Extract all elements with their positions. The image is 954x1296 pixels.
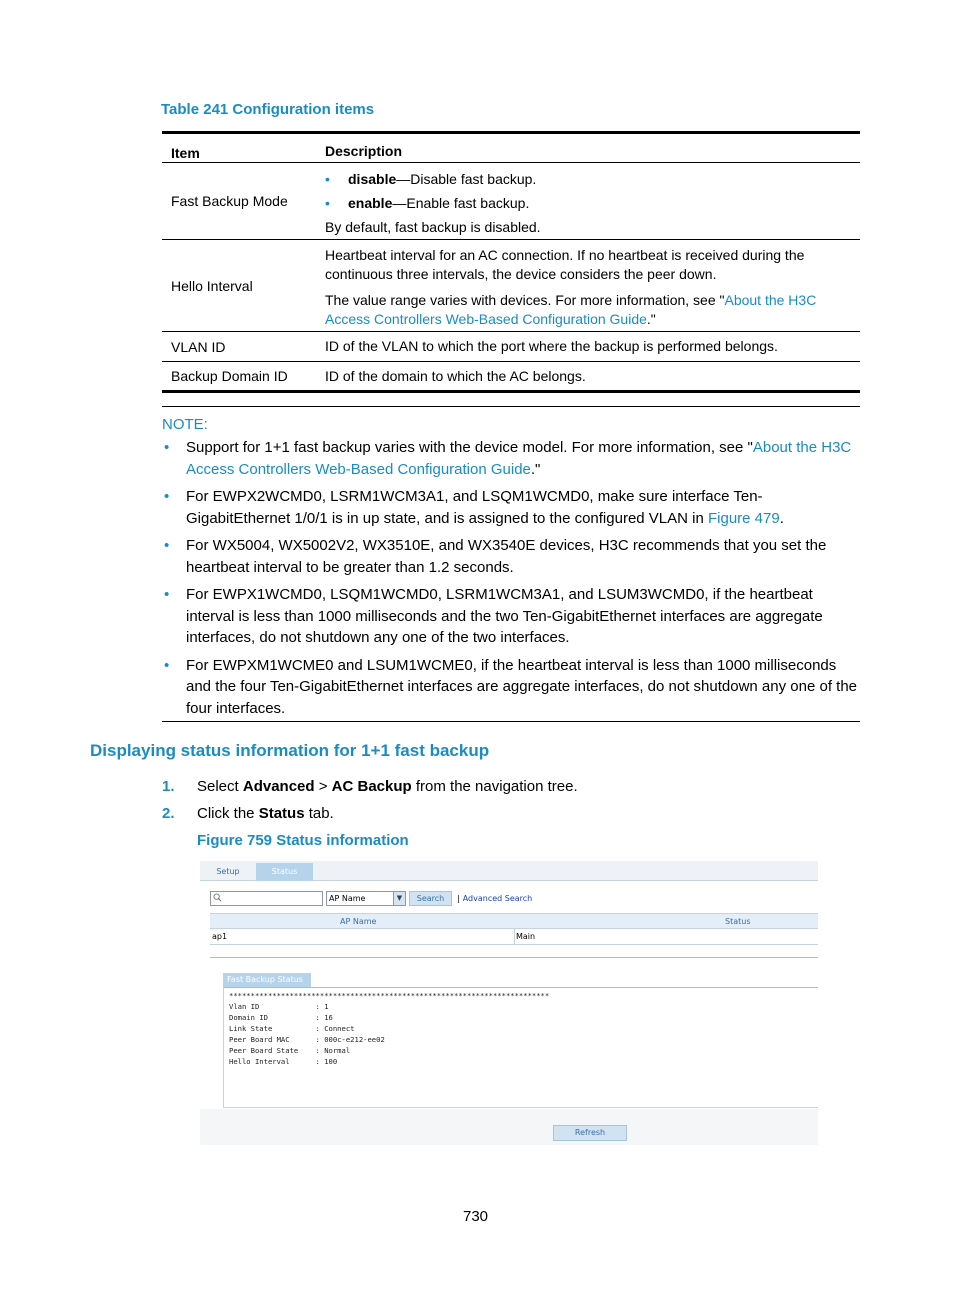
option-disable: disable xyxy=(348,170,397,187)
output-line: Domain ID : 16 xyxy=(229,1013,333,1022)
bullet-icon: • xyxy=(325,194,330,211)
status-tab-ref: Status xyxy=(258,805,305,822)
step-2-end: tab. xyxy=(304,805,334,822)
option-disable-text: —Disable fast backup. xyxy=(396,170,537,187)
divider xyxy=(210,957,818,958)
note-5-text: For EWPXM1WCME0 and LSUM1WCME0, if the heartbeat interval is less than 1000 milliseconds and the four Ten-GigabitEthernet interfaces are aggregate interfaces, do not shutdown any one of the four interfaces. xyxy=(186,656,858,717)
step-2 xyxy=(162,800,578,827)
bullet-icon: • xyxy=(164,488,170,505)
table-row[interactable] xyxy=(210,929,818,945)
bullet-icon: • xyxy=(164,439,170,456)
note-item xyxy=(162,535,860,578)
cell-ap-name: ap1 xyxy=(212,932,228,941)
note-block xyxy=(162,406,860,722)
note-3-text: For WX5004, WX5002V2, WX3510E, and WX3540E devices, H3C recommends that you set the heartbeat interval to be greater than 1.2 seconds. xyxy=(186,537,827,576)
note-item xyxy=(162,655,860,720)
table-row xyxy=(162,240,860,332)
item-hello-interval: Hello Interval xyxy=(171,277,253,294)
page-number: 730 xyxy=(463,1208,489,1225)
table-row xyxy=(162,163,860,240)
tab-status[interactable]: Status xyxy=(256,863,313,881)
note-1-end: ." xyxy=(530,460,541,478)
table-caption: Table 241 Configuration items xyxy=(161,101,375,118)
search-input[interactable] xyxy=(210,891,323,906)
grid-header xyxy=(210,913,818,929)
default-text: By default, fast backup is disabled. xyxy=(325,219,541,235)
figure-link[interactable]: Figure 479 xyxy=(708,509,780,527)
tab-bar xyxy=(200,861,818,881)
step-1 xyxy=(162,773,578,800)
hello-p2-text: The value range varies with devices. For more information, see " xyxy=(325,292,725,308)
description-vlan-id: ID of the VLAN to which the port where the backup is performed belongs. xyxy=(325,338,778,354)
note-4-text: For EWPX1WCMD0, LSQM1WCMD0, LSRM1WCM3A1, and LSUM3WCMD0, if the heartbeat interval is less than 1000 milliseconds and the two Ten-GigabitEthernet interfaces are aggregate interfaces, do not shutdown any one of the two interfaces. xyxy=(186,586,823,646)
note-1-text: Support for 1+1 fast backup varies with the device model. For more information, see " xyxy=(186,439,753,456)
refresh-button[interactable]: Refresh xyxy=(553,1125,627,1141)
chevron-down-icon[interactable]: ▼ xyxy=(393,892,405,905)
hello-p2-end: ." xyxy=(646,311,656,327)
table-row xyxy=(162,332,860,362)
step-number: 1. xyxy=(162,778,175,795)
step-text xyxy=(197,805,334,822)
hello-paragraph-2 xyxy=(325,291,860,329)
footer-area xyxy=(200,1109,818,1145)
search-button[interactable]: Search xyxy=(409,891,452,906)
list-item xyxy=(325,191,860,215)
step-text xyxy=(197,778,578,795)
note-item xyxy=(162,437,860,480)
menu-ac-backup: AC Backup xyxy=(331,778,412,795)
bullet-icon: • xyxy=(164,537,170,554)
menu-advanced: Advanced xyxy=(242,778,315,795)
note-item xyxy=(162,584,860,649)
note-text xyxy=(186,486,860,529)
column-divider xyxy=(514,929,515,945)
figure-caption: Figure 759 Status information xyxy=(197,832,409,849)
note-2-end: . xyxy=(779,509,784,527)
note-label: NOTE: xyxy=(162,416,208,433)
description-backup-domain-id: ID of the domain to which the AC belongs. xyxy=(325,367,586,384)
option-enable-text: —Enable fast backup. xyxy=(392,194,530,211)
bullet-icon: • xyxy=(164,656,170,674)
status-screenshot xyxy=(200,861,818,1145)
output-line: Peer Board State : Normal xyxy=(229,1046,351,1055)
search-bar xyxy=(210,891,540,907)
note-text xyxy=(186,437,860,480)
step-1-text: Select xyxy=(197,778,243,795)
guide-link[interactable]: About the H3C Access Controllers Web-Based Configuration Guide xyxy=(325,292,817,327)
step-number: 2. xyxy=(162,805,175,822)
column-status[interactable]: Status xyxy=(725,917,751,926)
note-2-text: For EWPX2WCMD0, LSRM1WCM3A1, and LSQM1WCMD0, make sure interface Ten-GigabitEthernet 1/0/1 is in up state, and is assigned to the configured VLAN in xyxy=(186,488,763,527)
bullet-icon: • xyxy=(325,170,330,187)
bullet-icon: • xyxy=(164,586,170,603)
column-ap-name[interactable]: AP Name xyxy=(340,917,377,926)
output-line: Hello Interval : 100 xyxy=(229,1057,338,1066)
header-item: Item xyxy=(171,145,200,161)
output-separator: ************************************************************************** xyxy=(229,991,550,1000)
fast-backup-status-output xyxy=(223,987,818,1108)
output-line: Link State : Connect xyxy=(229,1024,355,1033)
advanced-search-link[interactable]: | Advanced Search xyxy=(457,891,532,906)
separator: > xyxy=(314,778,332,795)
cell-status: Main xyxy=(516,932,536,941)
output-line: Peer Board MAC : 000c-e212-ee02 xyxy=(229,1035,385,1044)
step-2-text: Click the xyxy=(197,805,259,822)
item-vlan-id: VLAN ID xyxy=(171,338,226,355)
section-heading: Displaying status information for 1+1 fast backup xyxy=(90,741,490,760)
table-header-row xyxy=(162,134,860,163)
output-line: Vlan ID : 1 xyxy=(229,1002,329,1011)
configuration-table xyxy=(162,131,860,393)
step-1-end: from the navigation tree. xyxy=(411,778,578,795)
guide-link[interactable]: About the H3C Access Controllers Web-Based Configuration Guide xyxy=(186,439,852,478)
search-field-select[interactable] xyxy=(326,891,406,906)
search-icon xyxy=(213,893,222,902)
description-fast-backup-mode xyxy=(325,163,860,239)
select-value: AP Name xyxy=(329,894,366,903)
hello-paragraph-1: Heartbeat interval for an AC connection. If no heartbeat is received during the continuous three intervals, the device considers the peer down. xyxy=(325,247,805,282)
fast-backup-status-title: Fast Backup Status xyxy=(223,973,311,987)
item-fast-backup-mode: Fast Backup Mode xyxy=(171,193,288,209)
header-description: Description xyxy=(325,143,403,159)
steps-list xyxy=(162,773,578,827)
table-row xyxy=(162,362,860,393)
item-backup-domain-id: Backup Domain ID xyxy=(171,368,288,384)
list-item xyxy=(325,167,860,191)
option-enable: enable xyxy=(348,194,393,211)
description-hello-interval xyxy=(325,240,860,331)
note-item xyxy=(162,486,860,529)
tab-setup[interactable]: Setup xyxy=(216,867,240,876)
